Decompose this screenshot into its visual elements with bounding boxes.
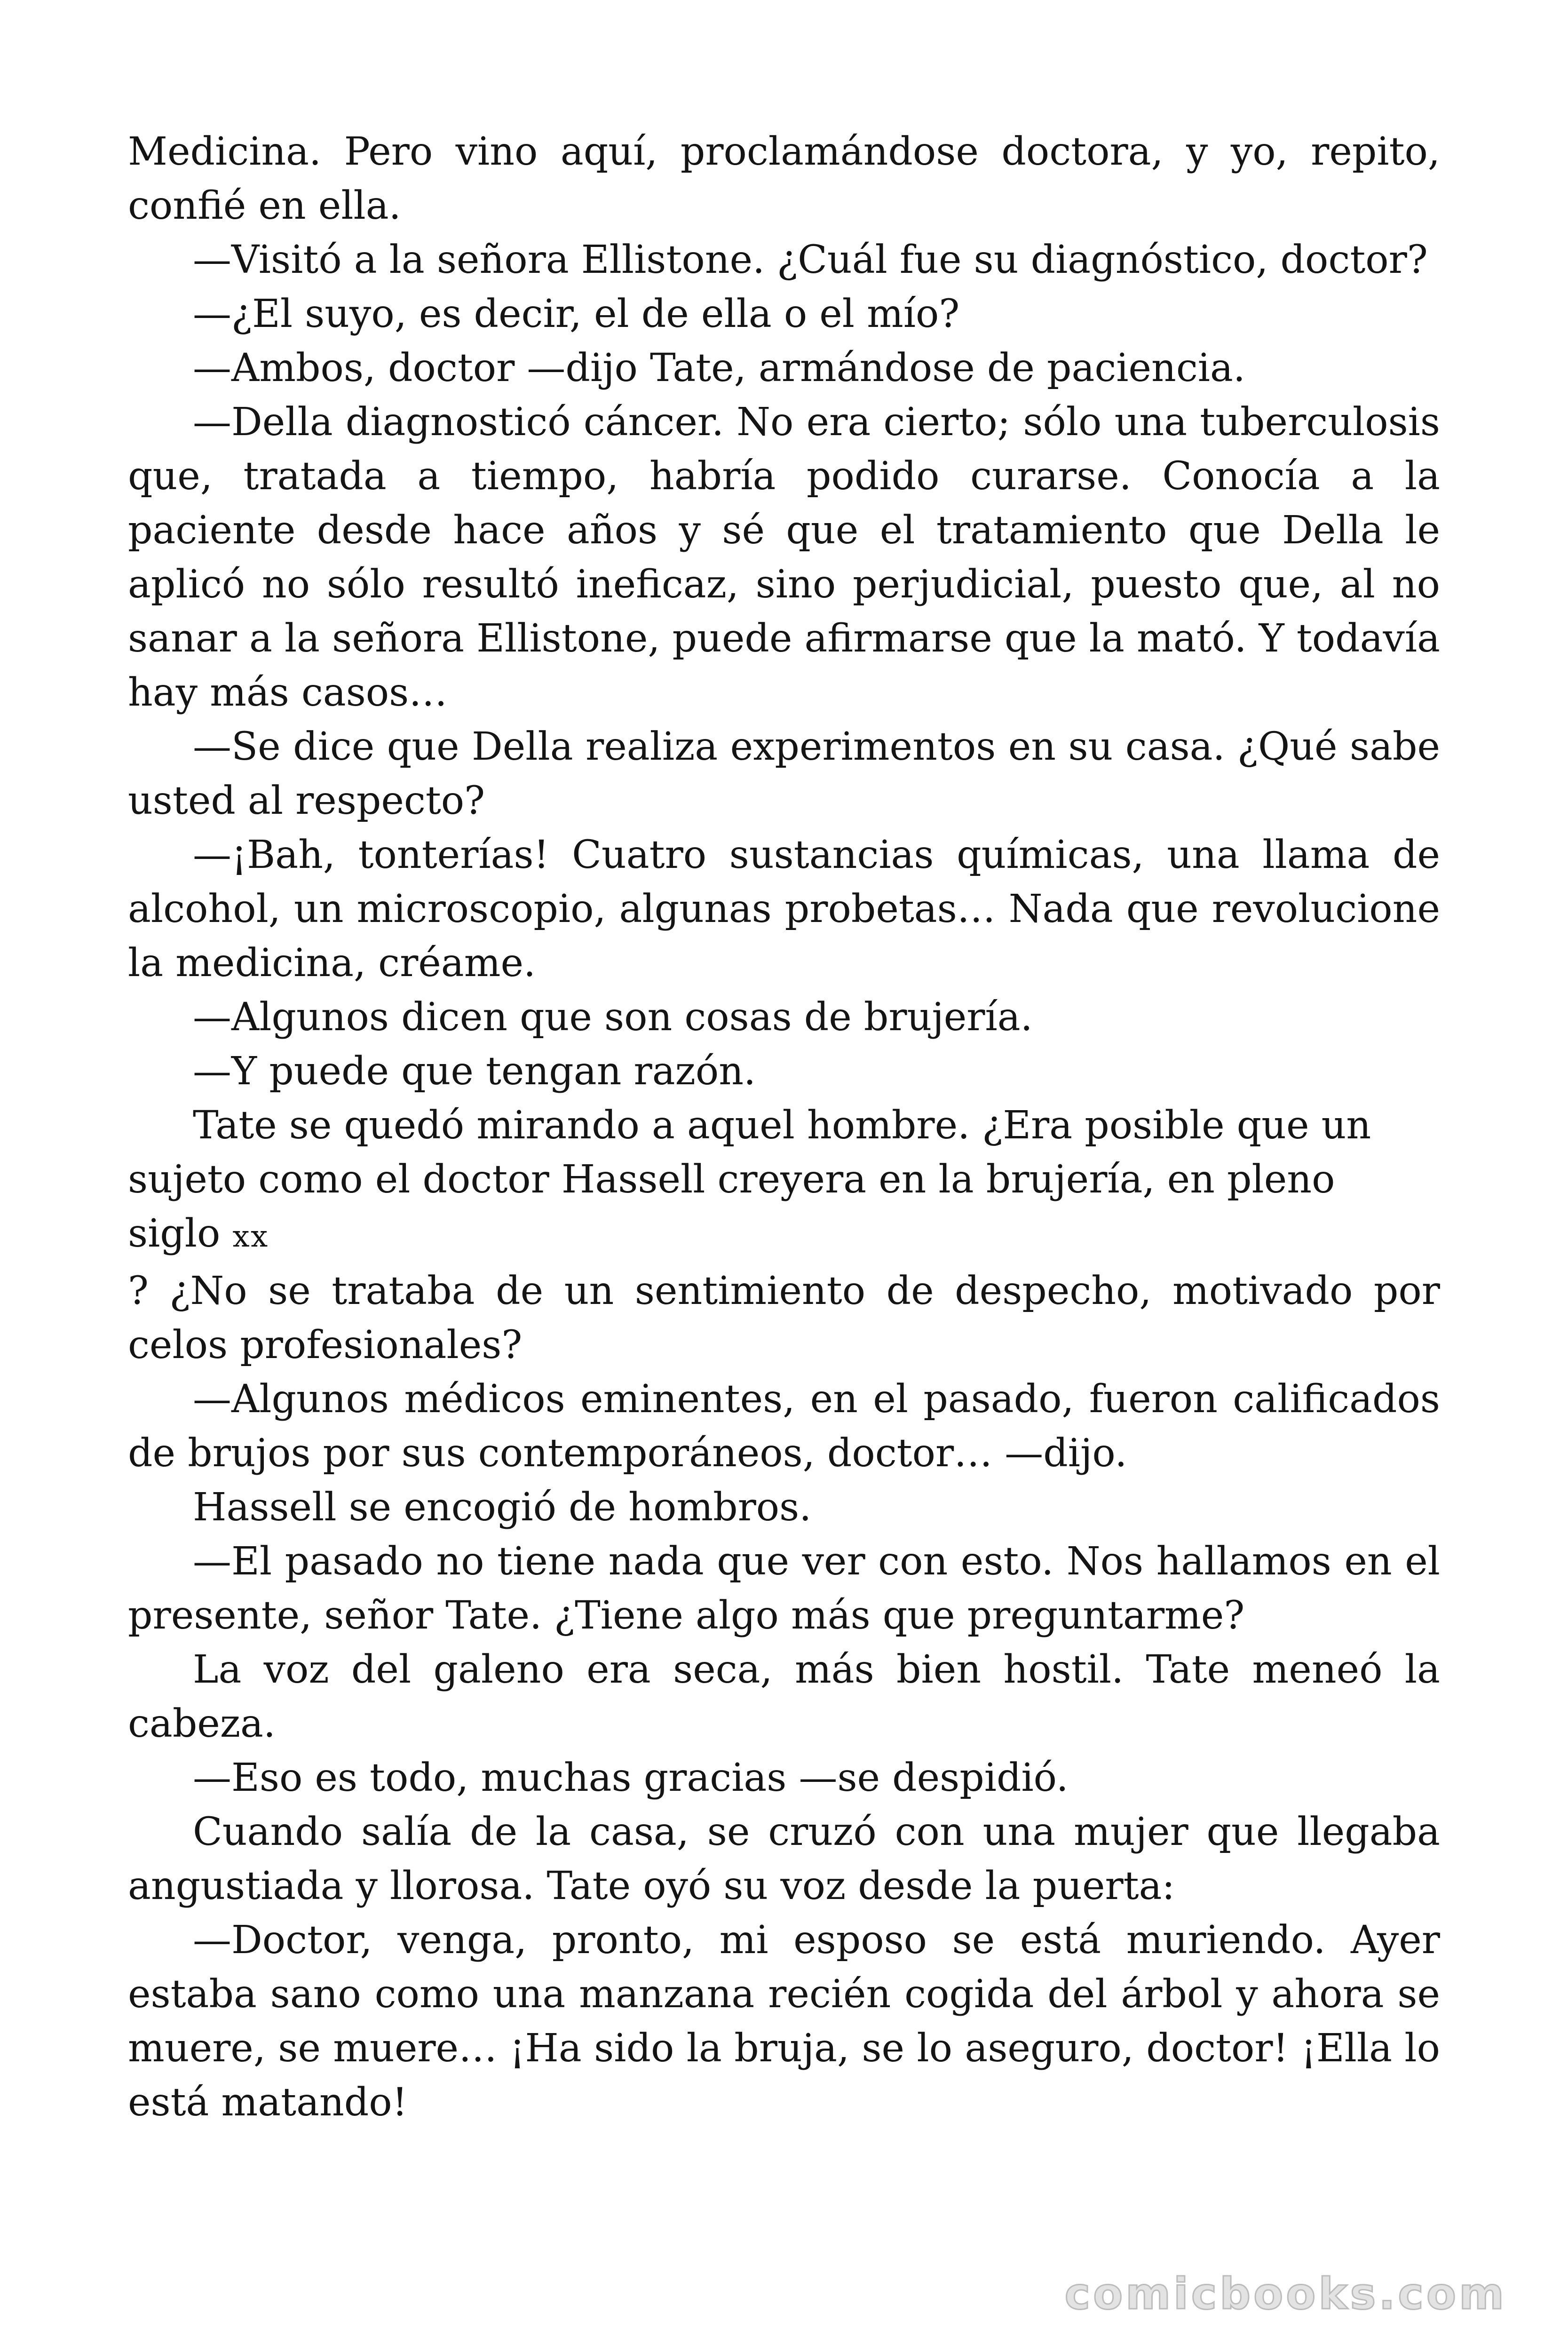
watermark-logo: comicbooks.com (1064, 2269, 1507, 2319)
paragraph: —¡Bah, tonterías! Cuatro sustancias químicas, una llama de alcohol, un microscopio, algunas probetas… Nada que revolucione la medicina, créame. (128, 833, 1440, 985)
paragraph: Hassell se encogió de hombros. (193, 1485, 812, 1530)
paragraph: —Ambos, doctor —dijo Tate, armándose de paciencia. (193, 346, 1245, 390)
paragraph: —Y puede que tengan razón. (193, 1049, 756, 1094)
paragraph: —Algunos dicen que son cosas de brujería. (193, 995, 1033, 1040)
paragraph: —Visitó a la señora Ellistone. ¿Cuál fue su diagnóstico, doctor? (193, 238, 1428, 282)
paragraph: Tate se quedó mirando a aquel hombre. ¿Era posible que un sujeto como el doctor Hassell creyera en la brujería, en pleno (128, 1103, 1371, 1202)
page-body (128, 125, 1440, 2130)
century-prefix: siglo (128, 1211, 233, 1256)
paragraph: ? ¿No se trataba de un sentimiento de despecho, motivado por celos profesionales? (128, 1269, 1440, 1367)
paragraph: —Eso es todo, muchas gracias —se despidió. (193, 1756, 1069, 1800)
paragraph: Cuando salía de la casa, se cruzó con una mujer que llegaba angustiada y llorosa. Tate oyó su voz desde la puerta: (128, 1810, 1440, 1908)
paragraph: —El pasado no tiene nada que ver con esto. Nos hallamos en el presente, señor Tate. ¿Tiene algo más que preguntarme? (128, 1539, 1440, 1638)
paragraph: —Algunos médicos eminentes, en el pasado, fueron calificados de brujos por sus contemporáneos, doctor… —dijo. (128, 1377, 1440, 1476)
paragraph: —Se dice que Della realiza experimentos en su casa. ¿Qué sabe usted al respecto? (128, 724, 1440, 823)
paragraph: —Doctor, venga, pronto, mi esposo se está muriendo. Ayer estaba sano como una manzana recién cogida del árbol y ahora se muere, se muere… ¡Ha sido la bruja, se lo aseguro, doctor! ¡Ella lo está matando! (128, 1918, 1440, 2125)
century-numeral: xx (232, 1219, 269, 1254)
paragraph: —¿El suyo, es decir, el de ella o el mío? (193, 292, 960, 336)
paragraph: La voz del galeno era seca, más bien hostil. Tate meneó la cabeza. (128, 1647, 1440, 1746)
paragraph: Medicina. Pero vino aquí, proclamándose doctora, y yo, repito, confié en ella. (128, 129, 1440, 228)
paragraph-fragment (128, 1207, 1440, 1264)
paragraph: —Della diagnosticó cáncer. No era cierto; sólo una tuberculosis que, tratada a tiempo, habría podido curarse. Conocía a la paciente desde hace años y sé que el tratamiento que Della le aplicó no sólo resultó ineficaz, sino perjudicial, puesto que, al no sanar a la señora Ellistone, puede afirmarse que la mató. Y todavía hay más casos… (128, 400, 1440, 715)
